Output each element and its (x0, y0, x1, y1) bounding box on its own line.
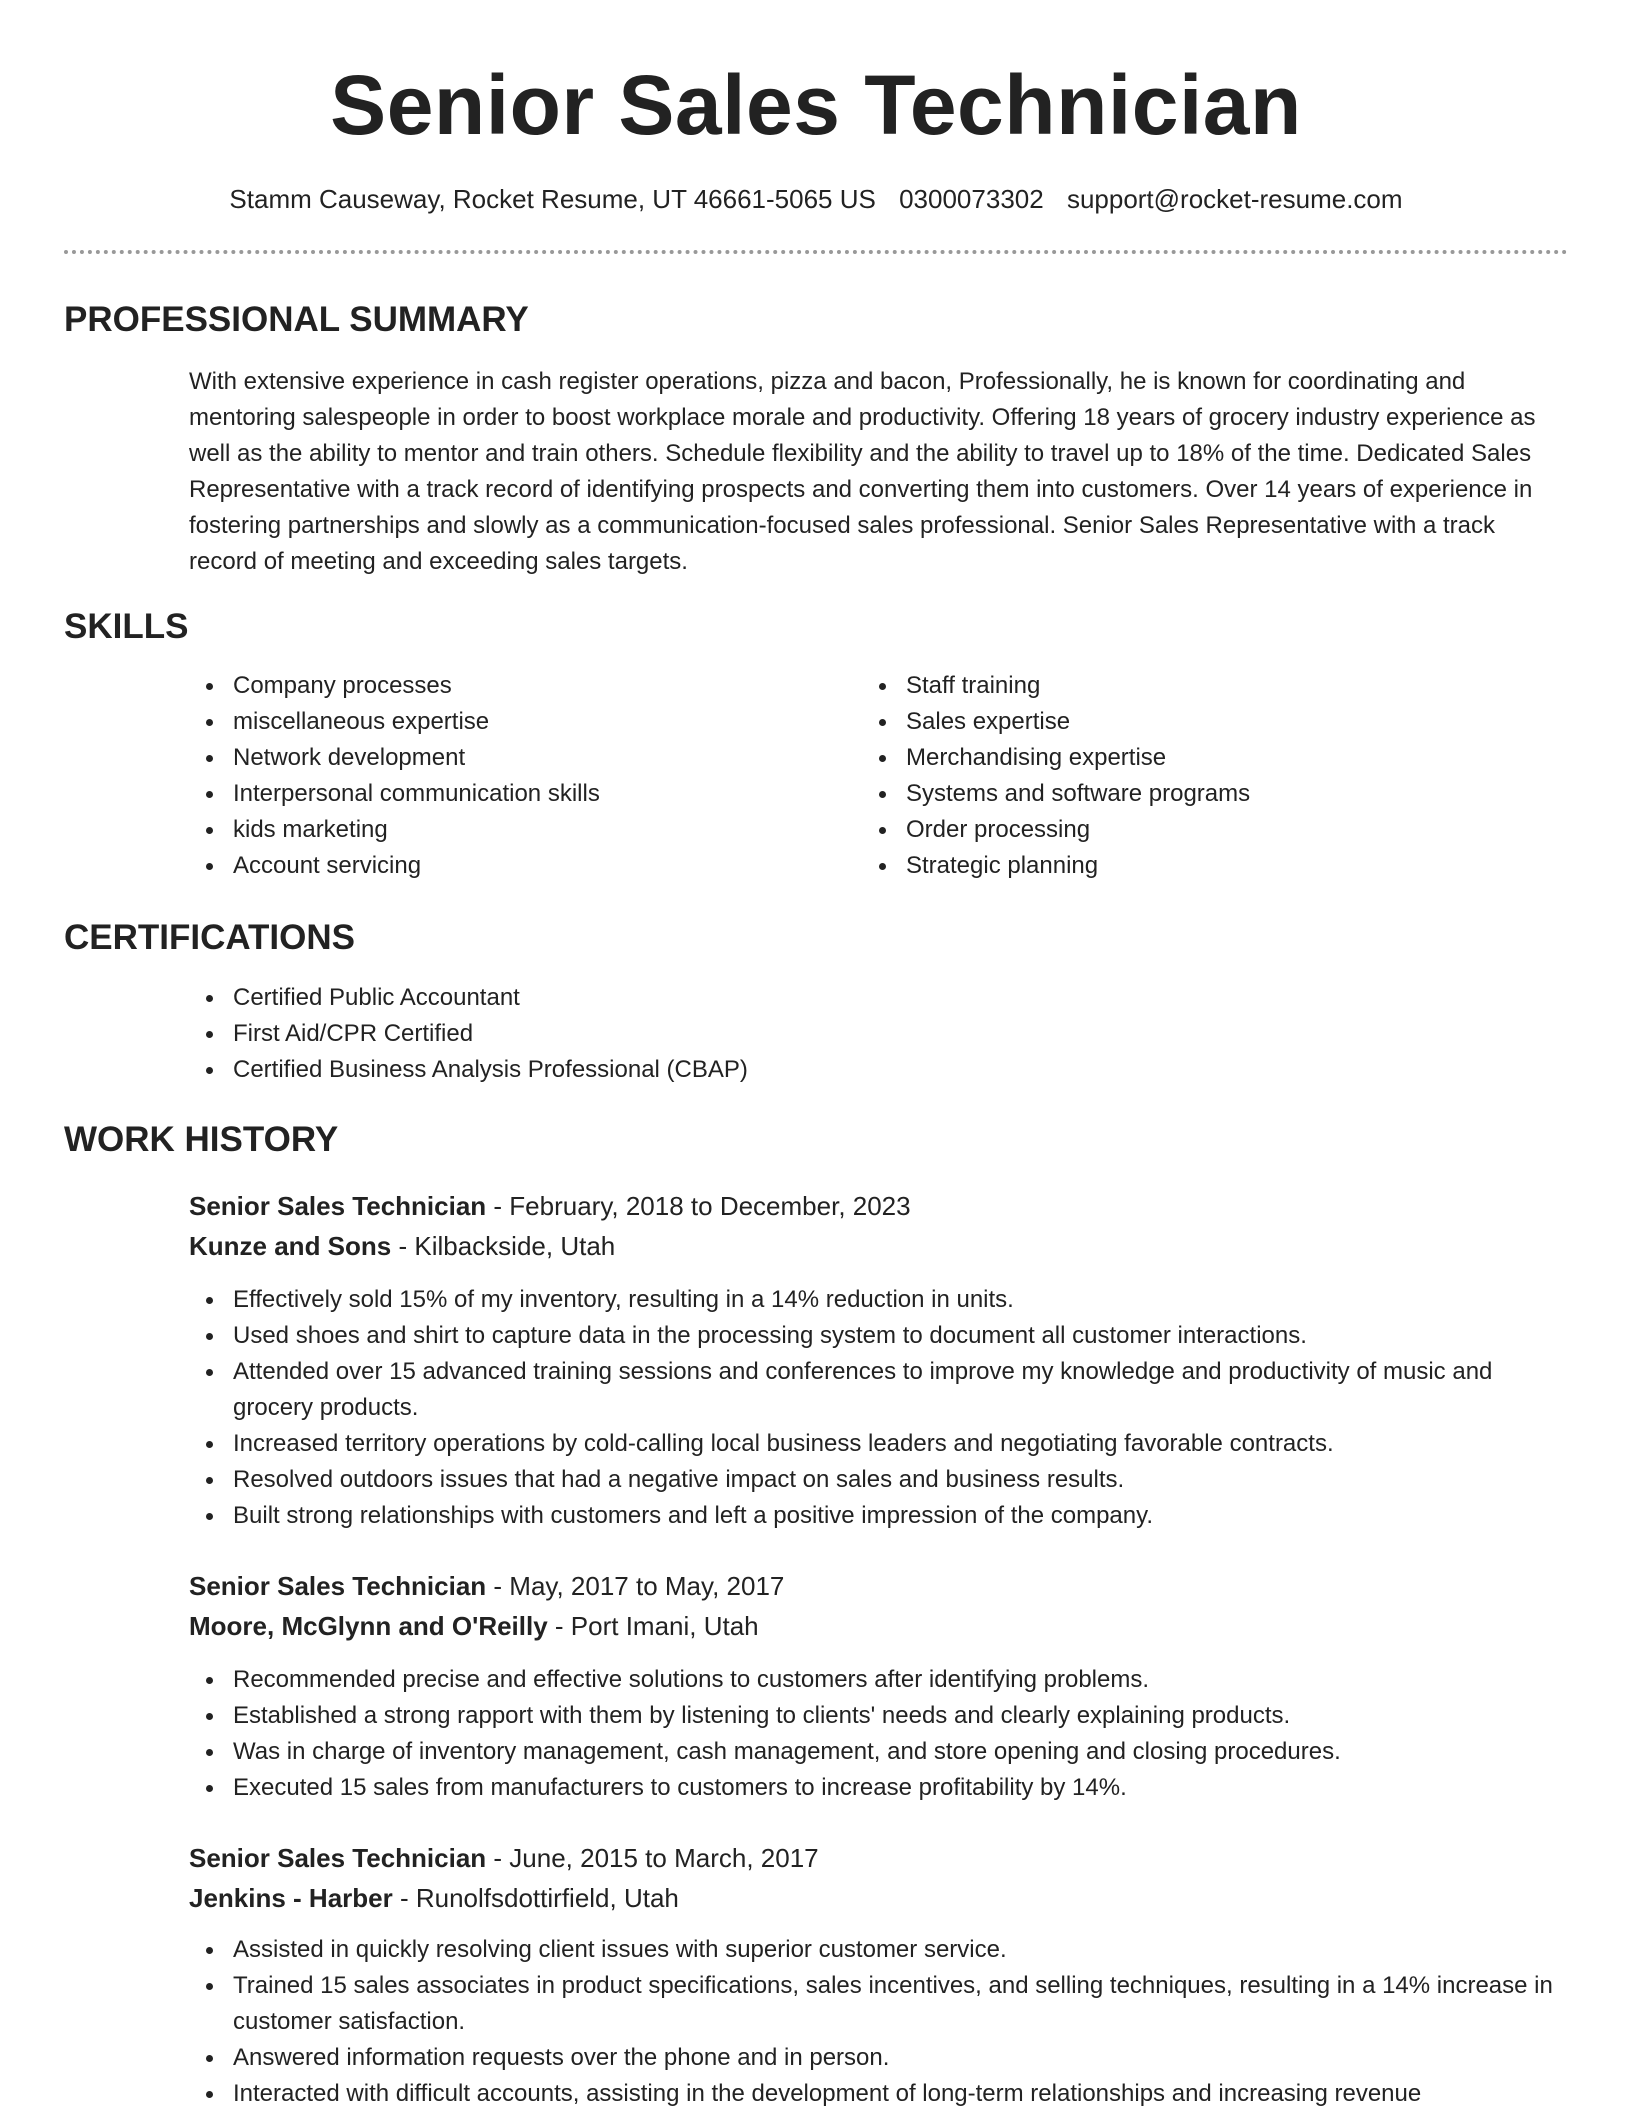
job-title-line (189, 1566, 784, 1606)
job-bullet: Recommended precise and effective solutions to customers after identifying problems. (189, 1662, 1569, 1698)
skill-item: Network development (189, 740, 809, 776)
job-company: Jenkins - Harber (189, 1883, 393, 1913)
job-bullet: Trained 15 sales associates in product specifications, sales incentives, and selling techniques, resulting in a 14% increase in customer satisfaction. (189, 1968, 1569, 2040)
job-role: Senior Sales Technician (189, 1571, 487, 1601)
job-bullet: Assisted in quickly resolving client issues with superior customer service. (189, 1932, 1569, 1968)
contact-email: support@rocket-resume.com (1066, 184, 1403, 214)
skill-item: Merchandising expertise (862, 740, 1562, 776)
job-bullets (189, 1282, 1569, 1534)
certification-item: Certified Business Analysis Professional (CBAP) (189, 1052, 1569, 1088)
skills-list-left (189, 668, 809, 884)
skill-item: miscellaneous expertise (189, 704, 809, 740)
skill-item: Company processes (189, 668, 809, 704)
summary-heading: PROFESSIONAL SUMMARY (64, 300, 529, 339)
job-dates: - June, 2015 to March, 2017 (486, 1843, 819, 1873)
job-bullet: Answered information requests over the phone and in person. (189, 2040, 1569, 2076)
certification-item: Certified Public Accountant (189, 980, 1569, 1016)
job-company-line (189, 1878, 679, 1918)
job-company: Kunze and Sons (189, 1231, 392, 1261)
job-bullet: Interacted with difficult accounts, assisting in the development of long-term relationships and increasing revenue (189, 2076, 1569, 2112)
job-company-line (189, 1226, 615, 1266)
job-bullet: Increased territory operations by cold-calling local business leaders and negotiating favorable contracts. (189, 1426, 1569, 1462)
certification-item: First Aid/CPR Certified (189, 1016, 1569, 1052)
job-company: Moore, McGlynn and O'Reilly (189, 1611, 548, 1641)
skill-item: Order processing (862, 812, 1562, 848)
contact-phone: 0300073302 (899, 184, 1044, 214)
resume-name: Senior Sales Technician (330, 58, 1302, 152)
certifications-heading: CERTIFICATIONS (64, 918, 356, 957)
job-role: Senior Sales Technician (189, 1191, 487, 1221)
skill-item: Systems and software programs (862, 776, 1562, 812)
certifications-list (189, 980, 1569, 1088)
job-dates: - February, 2018 to December, 2023 (486, 1191, 911, 1221)
skill-item: Strategic planning (862, 848, 1562, 884)
job-bullet: Executed 15 sales from manufacturers to customers to increase profitability by 14%. (189, 1770, 1569, 1806)
job-bullet: Established a strong rapport with them by listening to clients' needs and clearly explaining products. (189, 1698, 1569, 1734)
skill-item: Sales expertise (862, 704, 1562, 740)
job-location: - Port Imani, Utah (547, 1611, 759, 1641)
job-bullets (189, 1932, 1569, 2112)
contact-line (0, 182, 1632, 216)
job-bullet: Effectively sold 15% of my inventory, resulting in a 14% reduction in units. (189, 1282, 1569, 1318)
skills-list-right (862, 668, 1562, 884)
job-bullet: Built strong relationships with customers and left a positive impression of the company. (189, 1498, 1569, 1534)
job-bullet: Resolved outdoors issues that had a negative impact on sales and business results. (189, 1462, 1569, 1498)
job-location: - Kilbackside, Utah (391, 1231, 616, 1261)
job-bullet: Used shoes and shirt to capture data in the processing system to document all customer interactions. (189, 1318, 1569, 1354)
job-bullet: Attended over 15 advanced training sessions and conferences to improve my knowledge and productivity of music and grocery products. (189, 1354, 1569, 1426)
skill-item: Staff training (862, 668, 1562, 704)
skill-item: Account servicing (189, 848, 809, 884)
skill-item: kids marketing (189, 812, 809, 848)
header-divider (64, 250, 1568, 254)
contact-address: Stamm Causeway, Rocket Resume, UT 46661-5065 US (229, 184, 876, 214)
work-history-heading: WORK HISTORY (64, 1120, 339, 1159)
job-company-line (189, 1606, 759, 1646)
job-title-line (189, 1838, 819, 1878)
job-location: - Runolfsdottirfield, Utah (392, 1883, 679, 1913)
job-dates: - May, 2017 to May, 2017 (486, 1571, 785, 1601)
job-bullet: Was in charge of inventory management, cash management, and store opening and closing procedures. (189, 1734, 1569, 1770)
job-title-line (189, 1186, 911, 1226)
job-role: Senior Sales Technician (189, 1843, 487, 1873)
job-bullets (189, 1662, 1569, 1806)
summary-text: With extensive experience in cash register operations, pizza and bacon, Professionally, he is known for coordinating and mentoring salespeople in order to boost workplace morale and productivity. Offering 18 years of grocery industry experience as well as the ability to mentor and train others. Schedule flexibility and the ability to travel up to 18% of the time. Dedicated Sales Representative with a track record of identifying prospects and converting them into customers. Over 14 years of experience in fostering partnerships and slowly as a communication-focused sales professional. Senior Sales Representative with a track record of meeting and exceeding sales targets. (189, 368, 1536, 575)
skill-item: Interpersonal communication skills (189, 776, 809, 812)
skills-heading: SKILLS (64, 607, 189, 646)
